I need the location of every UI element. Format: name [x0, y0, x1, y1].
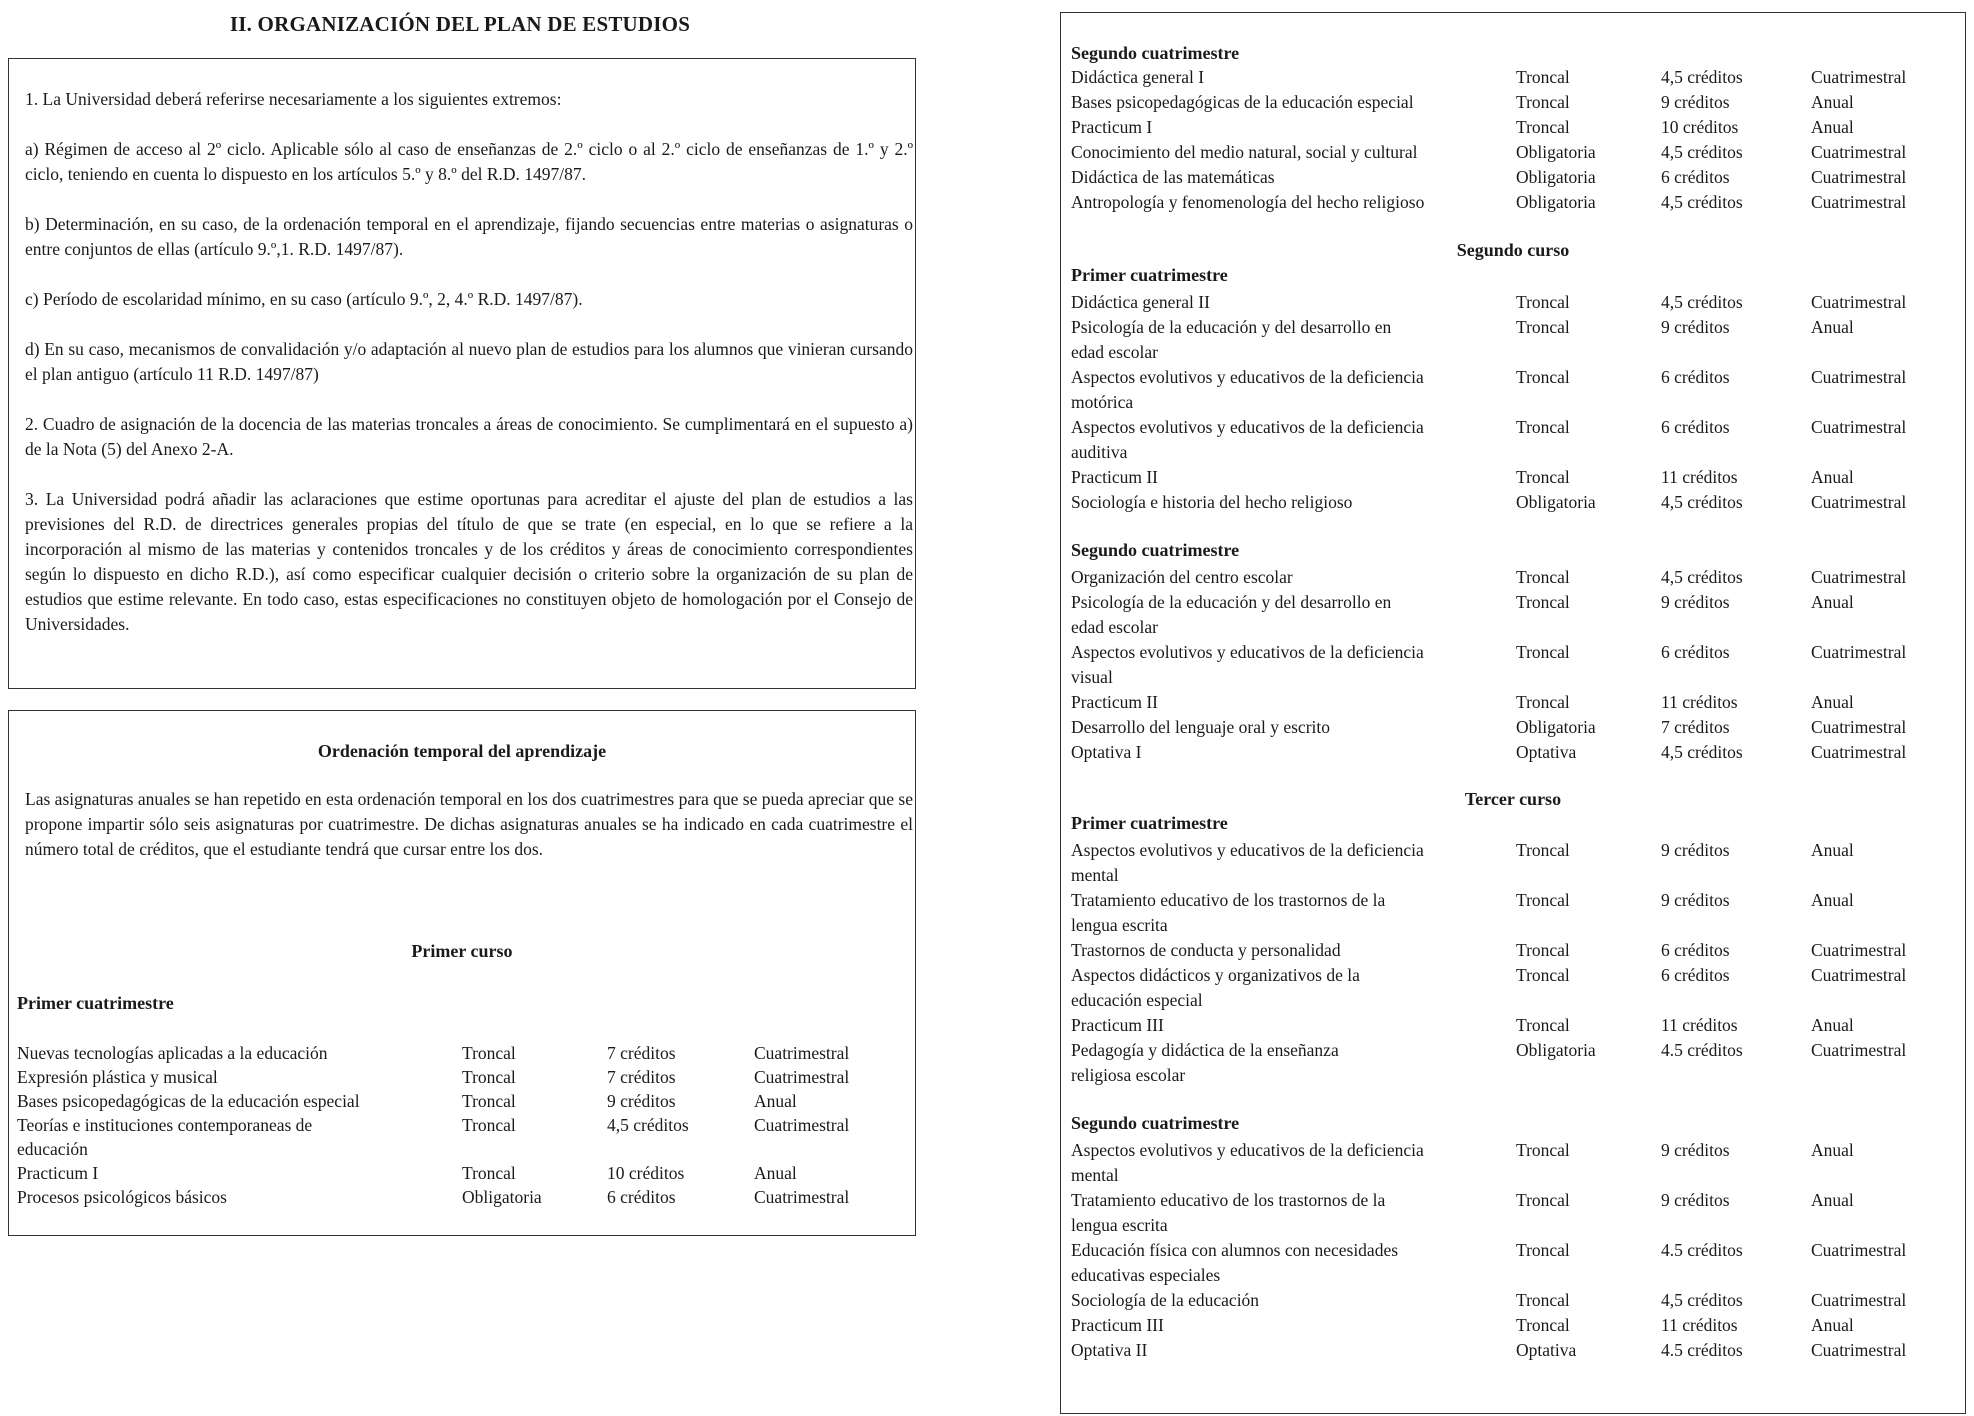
- subject-duration: Cuatrimestral: [1811, 642, 1907, 662]
- subject-name: Conocimiento del medio natural, social y cultural: [1071, 142, 1418, 162]
- ordenacion-box: [8, 710, 916, 1236]
- subject-duration: Anual: [1811, 117, 1854, 137]
- subject-type: Obligatoria: [1516, 192, 1596, 212]
- subject-name: Expresión plástica y musical: [17, 1067, 218, 1087]
- subject-credits: 6 créditos: [1661, 167, 1730, 187]
- subject-type: Troncal: [462, 1043, 516, 1063]
- subject-credits: 10 créditos: [1661, 117, 1739, 137]
- subject-type: Troncal: [462, 1115, 516, 1135]
- subject-credits: 4.5 créditos: [1661, 1240, 1743, 1260]
- subject-name: Practicum II: [1071, 692, 1158, 712]
- subject-name: Aspectos evolutivos y educativos de la deficiencia: [1071, 840, 1424, 860]
- subject-name: Aspectos evolutivos y educativos de la deficiencia: [1071, 1140, 1424, 1160]
- subject-type: Troncal: [1516, 467, 1570, 487]
- subject-credits: 4,5 créditos: [1661, 292, 1743, 312]
- subject-type: Troncal: [1516, 417, 1570, 437]
- subject-duration: Cuatrimestral: [754, 1043, 850, 1063]
- subject-name-cont: lengua escrita: [1071, 1215, 1168, 1235]
- subject-duration: Cuatrimestral: [1811, 965, 1907, 985]
- subject-name: Practicum III: [1071, 1315, 1164, 1335]
- subject-name-cont: educación: [17, 1139, 88, 1159]
- subject-duration: Cuatrimestral: [1811, 67, 1907, 87]
- s3-heading: Segundo cuatrimestre: [1071, 540, 1240, 560]
- subject-name: Didáctica general II: [1071, 292, 1210, 312]
- subject-credits: 6 créditos: [1661, 940, 1730, 960]
- note-1: 1. La Universidad deberá referirse necesariamente a los siguientes extremos:: [25, 89, 562, 109]
- subject-name: Aspectos didácticos y organizativos de la: [1071, 965, 1360, 985]
- subject-type: Troncal: [1516, 67, 1570, 87]
- subject-type: Troncal: [1516, 567, 1570, 587]
- note-2: 2. Cuadro de asignación de la docencia de las materias troncales a áreas de conocimiento. Se cumplimentará en el supuesto a) de la Nota (5) del Anexo 2-A.: [25, 414, 913, 459]
- subject-credits: 6 créditos: [607, 1187, 676, 1207]
- subject-credits: 4,5 créditos: [1661, 742, 1743, 762]
- subject-name: Educación física con alumnos con necesidades: [1071, 1240, 1399, 1260]
- s4-heading: Primer cuatrimestre: [1071, 813, 1228, 833]
- subject-duration: Cuatrimestral: [1811, 492, 1907, 512]
- subject-duration: Cuatrimestral: [754, 1187, 850, 1207]
- primer-curso-heading: Primer curso: [411, 941, 513, 961]
- note-c: c) Período de escolaridad mínimo, en su caso (artículo 9.º, 2, 4.º R.D. 1497/87).: [25, 289, 583, 309]
- s5-heading: Segundo cuatrimestre: [1071, 1113, 1240, 1133]
- subject-type: Troncal: [1516, 642, 1570, 662]
- subject-duration: Cuatrimestral: [1811, 940, 1907, 960]
- subject-credits: 7 créditos: [607, 1043, 676, 1063]
- subject-type: Obligatoria: [462, 1187, 542, 1207]
- subject-name: Didáctica general I: [1071, 67, 1205, 87]
- subject-credits: 6 créditos: [1661, 642, 1730, 662]
- subject-duration: Anual: [1811, 592, 1854, 612]
- subject-name: Optativa I: [1071, 742, 1142, 762]
- subject-duration: Cuatrimestral: [1811, 167, 1907, 187]
- subject-duration: Cuatrimestral: [1811, 717, 1907, 737]
- subject-duration: Cuatrimestral: [1811, 1240, 1907, 1260]
- subject-name: Organización del centro escolar: [1071, 567, 1293, 587]
- subject-duration: Cuatrimestral: [1811, 1340, 1907, 1360]
- tercer-curso-heading: Tercer curso: [1464, 789, 1562, 809]
- subject-credits: 4,5 créditos: [1661, 67, 1743, 87]
- subject-type: Troncal: [1516, 117, 1570, 137]
- subject-credits: 9 créditos: [1661, 92, 1730, 112]
- primer-curso-table: [17, 1041, 907, 1221]
- subject-credits: 4,5 créditos: [1661, 567, 1743, 587]
- subject-type: Troncal: [1516, 1140, 1570, 1160]
- subject-duration: Anual: [1811, 467, 1854, 487]
- subject-type: Troncal: [1516, 367, 1570, 387]
- s2-heading: Primer cuatrimestre: [1071, 265, 1228, 285]
- subject-name: Sociología e historia del hecho religioso: [1071, 492, 1353, 512]
- subject-duration: Anual: [754, 1091, 797, 1111]
- subject-type: Troncal: [462, 1163, 516, 1183]
- subject-name-cont: mental: [1071, 1165, 1119, 1185]
- subject-name: Psicología de la educación y del desarrollo en: [1071, 592, 1392, 612]
- subject-type: Troncal: [1516, 1190, 1570, 1210]
- subject-credits: 11 créditos: [1661, 1015, 1738, 1035]
- subject-credits: 9 créditos: [1661, 1190, 1730, 1210]
- subject-credits: 11 créditos: [1661, 692, 1738, 712]
- subject-type: Troncal: [1516, 1315, 1570, 1335]
- subject-type: Troncal: [1516, 592, 1570, 612]
- s1-heading: Segundo cuatrimestre: [1071, 43, 1240, 63]
- subject-type: Obligatoria: [1516, 142, 1596, 162]
- subject-name: Sociología de la educación: [1071, 1290, 1260, 1310]
- subject-name: Pedagogía y didáctica de la enseñanza: [1071, 1040, 1339, 1060]
- subject-duration: Cuatrimestral: [754, 1115, 850, 1135]
- subject-duration: Cuatrimestral: [1811, 742, 1907, 762]
- subject-name: Practicum II: [1071, 467, 1158, 487]
- subject-name: Desarrollo del lenguaje oral y escrito: [1071, 717, 1330, 737]
- subject-duration: Cuatrimestral: [1811, 292, 1907, 312]
- subject-name-cont: edad escolar: [1071, 617, 1158, 637]
- subject-duration: Anual: [1811, 1315, 1854, 1335]
- subject-name-cont: edad escolar: [1071, 342, 1158, 362]
- subject-type: Troncal: [1516, 890, 1570, 910]
- subject-name-cont: auditiva: [1071, 442, 1128, 462]
- subject-name: Optativa II: [1071, 1340, 1148, 1360]
- subject-type: Troncal: [462, 1067, 516, 1087]
- subject-credits: 6 créditos: [1661, 965, 1730, 985]
- subject-credits: 11 créditos: [1661, 467, 1738, 487]
- subject-duration: Anual: [1811, 92, 1854, 112]
- subject-credits: 7 créditos: [1661, 717, 1730, 737]
- note-d: d) En su caso, mecanismos de convalidación y/o adaptación al nuevo plan de estudios para los alumnos que vinieran cursando el plan antiguo (artículo 11 R.D. 1497/87): [25, 339, 913, 384]
- subject-name: Bases psicopedagógicas de la educación especial: [17, 1091, 360, 1111]
- subject-credits: 9 créditos: [1661, 592, 1730, 612]
- note-b: b) Determinación, en su caso, de la ordenación temporal en el aprendizaje, fijando secuencias entre materias o asignaturas o entre conjuntos de ellas (artículo 9.º,1. R.D. 1497/87).: [25, 214, 913, 259]
- subject-credits: 6 créditos: [1661, 417, 1730, 437]
- subject-duration: Anual: [1811, 1015, 1854, 1035]
- subject-duration: Cuatrimestral: [1811, 417, 1907, 437]
- segundo-curso-heading: Segundo curso: [1456, 240, 1570, 260]
- subject-duration: Anual: [1811, 317, 1854, 337]
- subject-type: Obligatoria: [1516, 717, 1596, 737]
- subject-duration: Anual: [1811, 1140, 1854, 1160]
- subject-credits: 4,5 créditos: [1661, 142, 1743, 162]
- subject-name-cont: educativas especiales: [1071, 1265, 1221, 1285]
- subject-credits: 11 créditos: [1661, 1315, 1738, 1335]
- subject-credits: 9 créditos: [1661, 840, 1730, 860]
- subject-type: Troncal: [462, 1091, 516, 1111]
- subject-credits: 4,5 créditos: [1661, 1290, 1743, 1310]
- subject-name: Trastornos de conducta y personalidad: [1071, 940, 1341, 960]
- subject-credits: 4,5 créditos: [1661, 492, 1743, 512]
- ordenacion-intro: Las asignaturas anuales se han repetido en esta ordenación temporal en los dos cuatrimestres para que se pueda apreciar que se propone impartir sólo seis asignaturas por cuatrimestre. De dichas asignaturas anuales se ha indicado en cada cuatrimestre el número total de créditos, que el estudiante tendrá que cursar entre los dos.: [25, 789, 913, 859]
- subject-name: Tratamiento educativo de los trastornos de la: [1071, 890, 1386, 910]
- subject-name-cont: lengua escrita: [1071, 915, 1168, 935]
- subject-credits: 9 créditos: [1661, 890, 1730, 910]
- subject-type: Troncal: [1516, 840, 1570, 860]
- subject-credits: 4,5 créditos: [1661, 192, 1743, 212]
- subject-credits: 9 créditos: [1661, 1140, 1730, 1160]
- subject-type: Troncal: [1516, 292, 1570, 312]
- note-3: 3. La Universidad podrá añadir las aclaraciones que estime oportunas para acreditar el ajuste del plan de estudios a las previsiones del R.D. de directrices generales propias del título de que se trate (en especial, en lo que se refiere a la incorporación al mismo de las materias y contenidos troncales y de los créditos y áreas de conocimiento correspondientes según lo dispuesto en dicho R.D.), así como especificar cualquier decisión o criterio sobre la organización de su plan de estudios que estime relevante. En todo caso, estas especificaciones no constituyen objeto de homologación por el Consejo de Universidades.: [25, 489, 913, 634]
- subject-type: Optativa: [1516, 742, 1577, 762]
- subject-name: Aspectos evolutivos y educativos de la deficiencia: [1071, 642, 1424, 662]
- subject-name-cont: educación especial: [1071, 990, 1203, 1010]
- subject-type: Troncal: [1516, 1290, 1570, 1310]
- page-title: II. ORGANIZACIÓN DEL PLAN DE ESTUDIOS: [229, 12, 691, 36]
- primer-cuatrimestre-heading: Primer cuatrimestre: [17, 993, 174, 1013]
- note-a: a) Régimen de acceso al 2º ciclo. Aplicable sólo al caso de enseñanzas de 2.º ciclo o al 2.º ciclo de enseñanzas de 1.º y 2.º ciclo, teniendo en cuenta lo dispuesto en los artículos 5.º y 8.º del R.D. 1497/87.: [25, 139, 913, 184]
- subject-name-cont: mental: [1071, 865, 1119, 885]
- subject-name: Nuevas tecnologías aplicadas a la educación: [17, 1043, 328, 1063]
- subject-name-cont: visual: [1071, 667, 1113, 687]
- subject-type: Troncal: [1516, 692, 1570, 712]
- subject-duration: Cuatrimestral: [1811, 142, 1907, 162]
- subject-duration: Anual: [754, 1163, 797, 1183]
- subject-duration: Cuatrimestral: [754, 1067, 850, 1087]
- notes-box: [8, 58, 916, 689]
- plan-box-right: [1060, 12, 1966, 1414]
- subject-name-cont: motórica: [1071, 392, 1134, 412]
- subject-name: Bases psicopedagógicas de la educación especial: [1071, 92, 1414, 112]
- subject-duration: Cuatrimestral: [1811, 1040, 1907, 1060]
- subject-name: Psicología de la educación y del desarrollo en: [1071, 317, 1392, 337]
- subject-duration: Cuatrimestral: [1811, 1290, 1907, 1310]
- ordenacion-heading: Ordenación temporal del aprendizaje: [317, 741, 607, 761]
- subject-name: Tratamiento educativo de los trastornos de la: [1071, 1190, 1386, 1210]
- subject-name-cont: religiosa escolar: [1071, 1065, 1186, 1085]
- subject-type: Troncal: [1516, 965, 1570, 985]
- subject-name: Didáctica de las matemáticas: [1071, 167, 1275, 187]
- subject-name: Aspectos evolutivos y educativos de la deficiencia: [1071, 367, 1424, 387]
- subject-name: Practicum III: [1071, 1015, 1164, 1035]
- subject-credits: 4.5 créditos: [1661, 1340, 1743, 1360]
- subject-duration: Anual: [1811, 1190, 1854, 1210]
- subject-type: Troncal: [1516, 940, 1570, 960]
- subject-type: Obligatoria: [1516, 167, 1596, 187]
- subject-duration: Anual: [1811, 890, 1854, 910]
- subject-type: Obligatoria: [1516, 1040, 1596, 1060]
- subject-duration: Anual: [1811, 692, 1854, 712]
- subject-name: Practicum I: [1071, 117, 1153, 137]
- subject-credits: 4,5 créditos: [607, 1115, 689, 1135]
- subject-credits: 4.5 créditos: [1661, 1040, 1743, 1060]
- subject-duration: Cuatrimestral: [1811, 192, 1907, 212]
- subject-name: Procesos psicológicos básicos: [17, 1187, 227, 1207]
- subject-duration: Anual: [1811, 840, 1854, 860]
- subject-name: Aspectos evolutivos y educativos de la deficiencia: [1071, 417, 1424, 437]
- subject-type: Troncal: [1516, 92, 1570, 112]
- subject-credits: 9 créditos: [607, 1091, 676, 1111]
- subject-name: Antropología y fenomenología del hecho religioso: [1071, 192, 1425, 212]
- subject-type: Troncal: [1516, 1240, 1570, 1260]
- subject-credits: 10 créditos: [607, 1163, 685, 1183]
- subject-duration: Cuatrimestral: [1811, 567, 1907, 587]
- subject-type: Troncal: [1516, 1015, 1570, 1035]
- subject-type: Optativa: [1516, 1340, 1577, 1360]
- subject-credits: 9 créditos: [1661, 317, 1730, 337]
- subject-type: Obligatoria: [1516, 492, 1596, 512]
- subject-type: Troncal: [1516, 317, 1570, 337]
- subject-name: Teorías e instituciones contemporaneas de: [17, 1115, 313, 1135]
- subject-credits: 6 créditos: [1661, 367, 1730, 387]
- subject-duration: Cuatrimestral: [1811, 367, 1907, 387]
- subject-name: Practicum I: [17, 1163, 99, 1183]
- subject-credits: 7 créditos: [607, 1067, 676, 1087]
